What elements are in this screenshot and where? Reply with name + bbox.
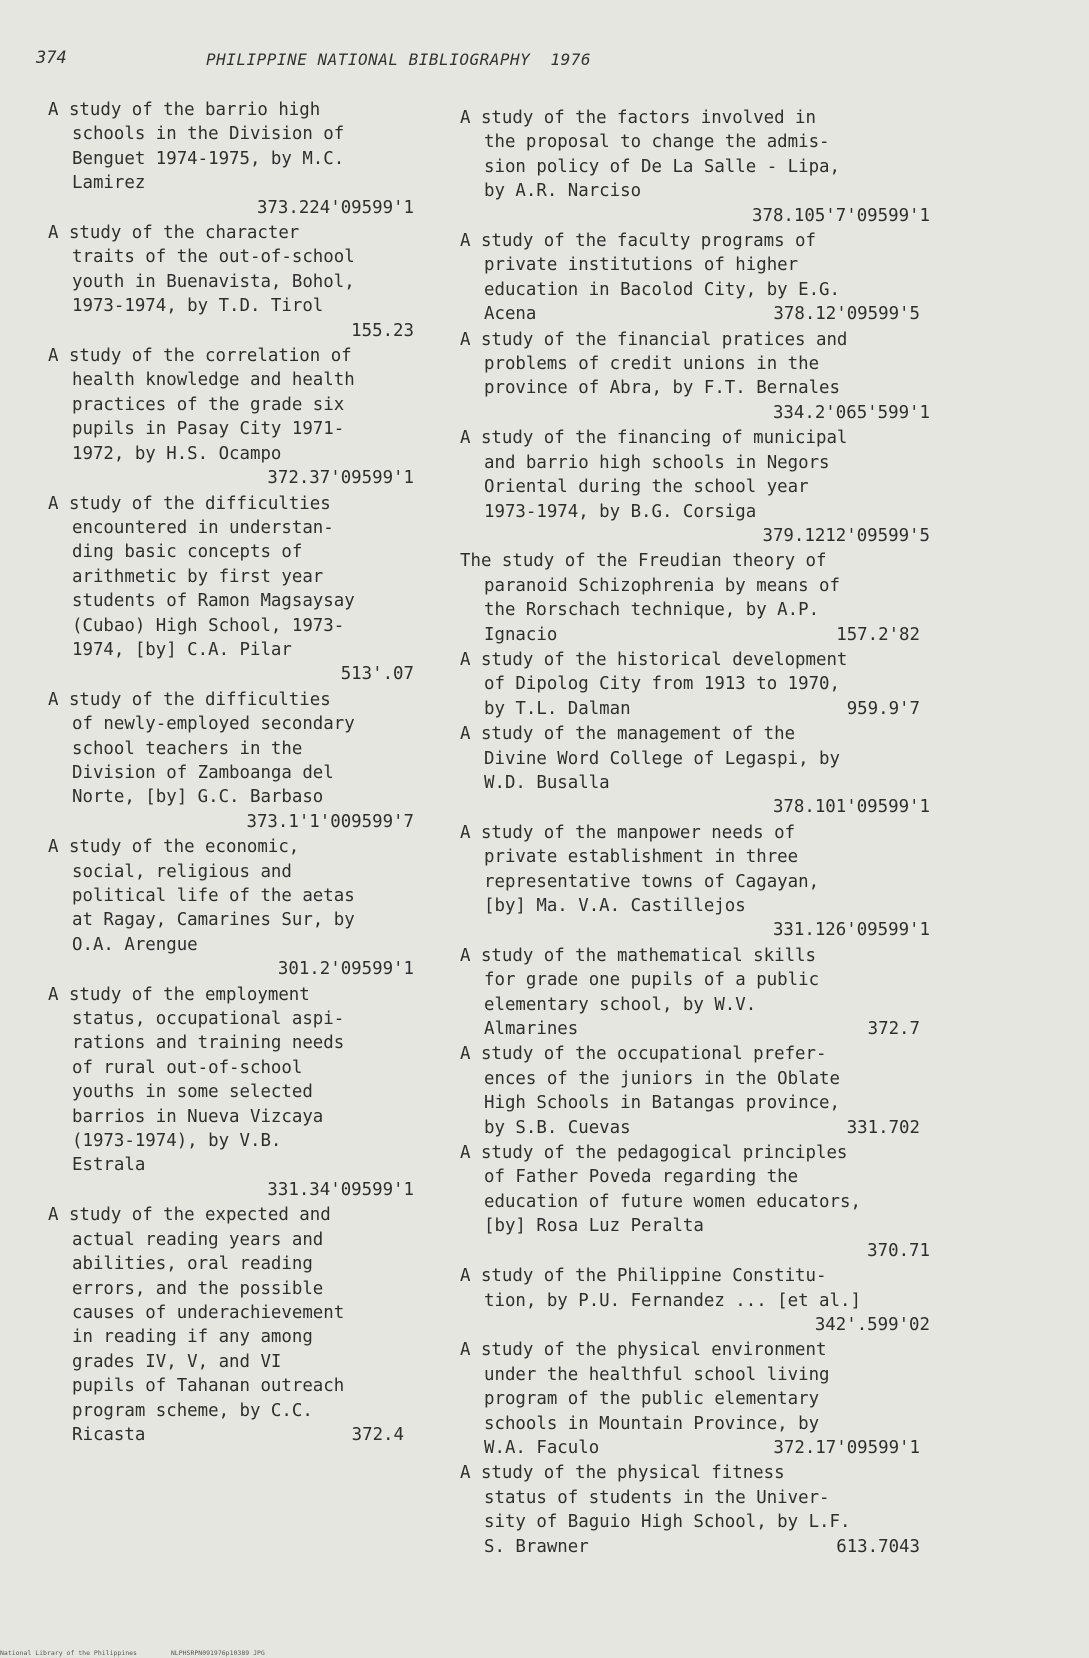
entry-call-number: 372.7 bbox=[867, 1019, 920, 1040]
entry-title: A study of the Philippine Constitu- tion, by P.U. Fernandez ... [et al.] bbox=[460, 1266, 861, 1311]
entry-title: A study of the faculty programs of private institutions of higher education in Bacolod City, by E.G. Acena bbox=[460, 231, 840, 325]
entry-title: A study of the character traits of the out-of-school youth in Buenavista, Bohol, 1973-1974, by T.D. Tirol bbox=[48, 223, 355, 317]
bibliography-entry bbox=[460, 1264, 940, 1337]
entry-title: A study of the correlation of health knowledge and health practices of the grade six pupils in Pasay City 1971- 1972, by H.S. Ocampo bbox=[48, 346, 355, 464]
entry-title: A study of the financing of municipal and barrio high schools in Negors Oriental during the school year 1973-1974, by B.G. Corsiga bbox=[460, 428, 848, 522]
bibliography-entry bbox=[460, 106, 940, 228]
entry-title: A study of the barrio high schools in the Division of Benguet 1974-1975, by M.C. Lamirez bbox=[48, 100, 345, 194]
bibliography-entry bbox=[460, 944, 940, 1042]
bibliography-entry bbox=[460, 426, 940, 548]
page-number: 374 bbox=[36, 48, 67, 68]
running-title: PHILIPPINE NATIONAL BIBLIOGRAPHY 1976 bbox=[206, 50, 592, 69]
entry-title: A study of the employment status, occupational aspi- rations and training needs of rural out-of-school youths in some selected barrios in Nueva Vizcaya (1973-1974), by V.B. Estrala bbox=[48, 984, 345, 1176]
entry-call-number: 331.126'09599'1 bbox=[772, 920, 930, 941]
entry-call-number: 373.1'1'009599'7 bbox=[246, 811, 414, 832]
entry-call-number: 331.34'09599'1 bbox=[267, 1179, 414, 1200]
entry-title: A study of the difficulties encountered in understan- ding basic concepts of arithmetic by first year students of Ramon Magsaysay (Cubao) High School, 1973- 1974, [by] C.A. Pilar bbox=[48, 493, 355, 660]
entry-call-number: 331.702 bbox=[846, 1117, 920, 1138]
entry-call-number: 372.4 bbox=[351, 1424, 404, 1445]
entry-title: A study of the management of the Divine Word College of Legaspi, by W.D. Busalla bbox=[460, 724, 840, 793]
bibliography-entry bbox=[48, 492, 424, 687]
entry-call-number: 370.71 bbox=[867, 1240, 930, 1261]
entry-title: A study of the physical environment under the healthful school living program of the public elementary schools in Mountain Province, by W.A. Faculo bbox=[460, 1340, 830, 1458]
entry-call-number: 334.2'065'599'1 bbox=[772, 402, 930, 423]
footer-library: National Library of the Philippines bbox=[0, 1649, 137, 1657]
entry-title: A study of the factors involved in the proposal to change the admis- sion policy of De La Salle - Lipa, by A.R. Narciso bbox=[460, 108, 840, 202]
bibliography-entry bbox=[48, 983, 424, 1203]
bibliography-entry bbox=[460, 648, 940, 721]
entry-title: A study of the difficulties of newly-employed secondary school teachers in the Division of Zamboanga del Norte, [by] G.C. Barbaso bbox=[48, 689, 355, 808]
right-column bbox=[460, 106, 940, 1560]
entry-call-number: 379.1212'09599'5 bbox=[762, 525, 930, 546]
bibliography-entry bbox=[48, 688, 424, 834]
bibliography-entry bbox=[48, 835, 424, 981]
bibliography-entry bbox=[460, 229, 940, 327]
entry-call-number: 372.17'09599'1 bbox=[773, 1437, 920, 1458]
entry-call-number: 513'.07 bbox=[340, 664, 414, 685]
entry-title: A study of the financial pratices and problems of credit unions in the province of Abra, by F.T. Bernales bbox=[460, 329, 848, 399]
entry-call-number: 378.101'09599'1 bbox=[772, 797, 930, 818]
entry-title: A study of the economic, social, religious and political life of the aetas at Ragay, Camarines Sur, by O.A. Arengue bbox=[48, 837, 355, 955]
entry-title: A study of the physical fitness status of students in the Univer- sity of Baguio High School, by L.F. S. Brawner bbox=[460, 1463, 851, 1557]
entry-call-number: 373.224'09599'1 bbox=[256, 197, 414, 218]
entry-title: A study of the manpower needs of private establishment in three representative towns of Cagayan, [by] Ma. V.A. Castillejos bbox=[460, 822, 820, 916]
bibliography-entry bbox=[460, 1338, 940, 1460]
entry-call-number: 959.9'7 bbox=[846, 698, 920, 719]
entry-title: A study of the mathematical skills for grade one pupils of a public elementary school, by W.V. Almarines bbox=[460, 945, 820, 1040]
entry-title: A study of the pedagogical principles of Father Poveda regarding the education of future women educators, [by] Rosa Luz Peralta bbox=[460, 1143, 861, 1237]
scan-footer bbox=[0, 1649, 295, 1657]
bibliography-entry bbox=[460, 1141, 940, 1263]
bibliography-entry bbox=[48, 1203, 424, 1447]
bibliography-entry bbox=[460, 1042, 940, 1140]
entry-call-number: 613.7043 bbox=[836, 1536, 920, 1557]
bibliography-entry bbox=[48, 98, 424, 220]
entry-title: A study of the expected and actual reading years and abilities, oral reading errors, and the possible causes of underachievement in reading if any among grades IV, V, and VI pupils of Tahanan outreach program scheme, by C.C. Ricasta bbox=[48, 1205, 345, 1445]
bibliography-entry bbox=[460, 1461, 940, 1559]
footer-file: NLPHSRPN091976p10389 JPG bbox=[170, 1649, 265, 1657]
bibliography-entry bbox=[48, 344, 424, 490]
entry-call-number: 342'.599'02 bbox=[814, 1314, 930, 1335]
bibliography-entry bbox=[48, 221, 424, 343]
left-column bbox=[48, 98, 424, 1448]
entry-call-number: 378.105'7'09599'1 bbox=[752, 205, 930, 226]
entry-call-number: 157.2'82 bbox=[836, 624, 920, 645]
entry-title: The study of the Freudian theory of paranoid Schizophrenia by means of the Rorschach technique, by A.P. Ignacio bbox=[460, 551, 840, 645]
bibliography-entry bbox=[460, 722, 940, 820]
entry-call-number: 378.12'09599'5 bbox=[773, 304, 920, 325]
entry-call-number: 155.23 bbox=[351, 320, 414, 341]
entry-title: A study of the occupational prefer- ences of the juniors in the Oblate High Schools in Batangas province, by S.B. Cuevas bbox=[460, 1044, 840, 1138]
entry-call-number: 301.2'09599'1 bbox=[277, 959, 414, 980]
bibliography-entry bbox=[460, 549, 940, 647]
entry-call-number: 372.37'09599'1 bbox=[267, 468, 414, 489]
entry-title: A study of the historical development of Dipolog City from 1913 to 1970, by T.L. Dalman bbox=[460, 649, 848, 719]
bibliography-entry bbox=[460, 821, 940, 943]
bibliography-entry bbox=[460, 328, 940, 426]
